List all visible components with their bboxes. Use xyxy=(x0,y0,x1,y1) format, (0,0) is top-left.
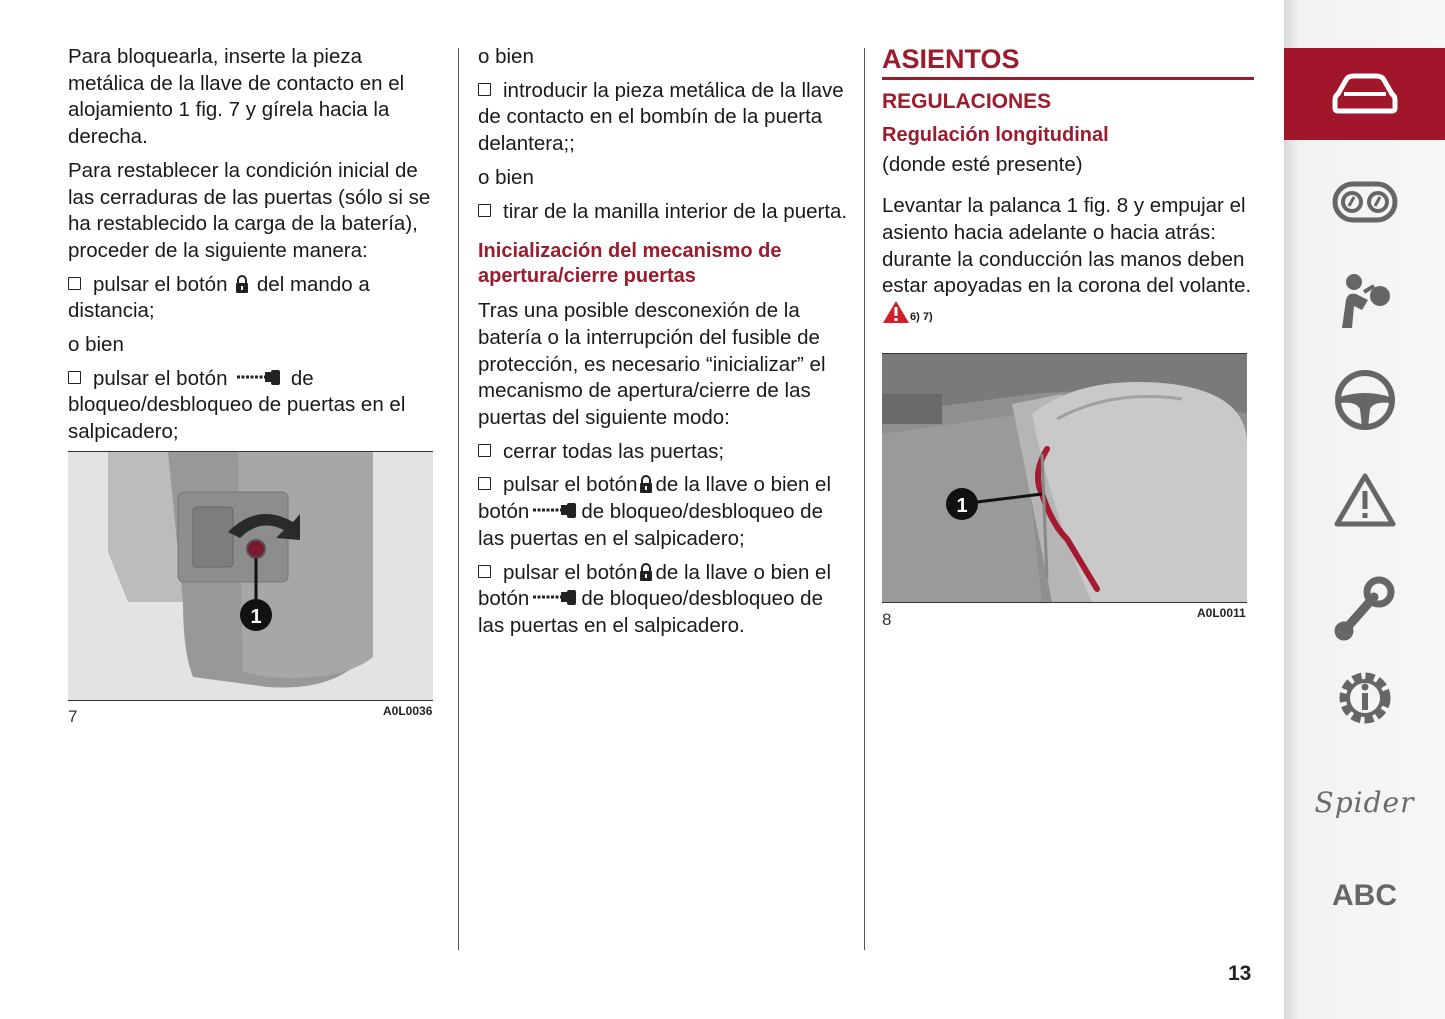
column-2 xyxy=(478,44,854,647)
or-text: o bien xyxy=(478,165,534,189)
checkbox-bullet-icon xyxy=(68,371,81,384)
door-lock-button-icon xyxy=(237,369,281,387)
wrench-icon xyxy=(1334,575,1396,641)
sidebar-item-emergency[interactable] xyxy=(1284,454,1445,546)
spider-logo: Spider xyxy=(1314,785,1415,819)
lock-icon xyxy=(235,275,249,293)
paragraph: Levantar la palanca 1 fig. 8 y empujar el asiento hacia adelante o hacia atrás: durante la conducción las manos deben estar apoyadas en la corona del volante. 6) 7) xyxy=(882,194,1252,323)
abc-index-label: ABC xyxy=(1332,879,1397,912)
section-heading: REGULACIONES xyxy=(882,90,1052,113)
warning-icon xyxy=(882,300,910,324)
dashboard-icon xyxy=(1332,181,1398,223)
chapter-sidebar xyxy=(1284,0,1445,1019)
checkbox-bullet-icon xyxy=(478,444,491,457)
section-subheading: Inicialización del mecanismo de apertura/cierre puertas xyxy=(478,240,782,288)
or-text: o bien xyxy=(478,45,534,68)
figure-callout: 1 xyxy=(956,495,968,517)
column-1 xyxy=(68,44,444,453)
list-item: pulsar el botón de la llave o bien el botón de bloqueo/desbloqueo de las puertas en el salpicadero. xyxy=(478,560,831,637)
sidebar-item-vehicle[interactable] xyxy=(1284,48,1445,140)
list-item: tirar de la manilla interior de la puerta. xyxy=(478,199,854,226)
lock-icon xyxy=(639,563,653,581)
list-item: introducir la pieza metálica de la llave de contacto en el bombín de la puerta delantera;; xyxy=(478,78,844,156)
column-divider xyxy=(458,48,459,950)
figure-8-seat-lever xyxy=(882,353,1247,603)
note-text: (donde esté presente) xyxy=(882,153,1083,177)
warning-references: 6) 7) xyxy=(910,310,933,323)
sidebar-item-safety[interactable] xyxy=(1284,254,1445,346)
list-item: pulsar el botón de la llave o bien el botón de bloqueo/desbloqueo de las puertas en el salpicadero; xyxy=(478,473,831,550)
info-gear-icon xyxy=(1334,667,1396,729)
sidebar-item-technical-data[interactable] xyxy=(1284,652,1445,744)
checkbox-bullet-icon xyxy=(478,565,491,578)
list-item: cerrar todas las puertas; xyxy=(478,439,854,466)
paragraph: Para bloquearla, inserte la pieza metálica de la llave de contacto en el alojamiento 1 fig. 7 y gírela hacia la derecha. xyxy=(68,45,405,149)
list-item: pulsar el botón de bloqueo/desbloqueo de puertas en el salpicadero; xyxy=(68,366,406,444)
figure-code: A0L0011 xyxy=(1197,606,1246,620)
car-icon xyxy=(1332,72,1398,116)
page-number: 13 xyxy=(1228,962,1252,985)
list-item: pulsar el botón del mando a distancia; xyxy=(68,272,370,323)
sidebar-item-spider[interactable] xyxy=(1284,756,1445,848)
door-lock-button-icon xyxy=(533,502,577,520)
section-title: ASIENTOS xyxy=(882,44,1254,80)
airbag-passenger-icon xyxy=(1334,270,1396,330)
column-3 xyxy=(882,44,1254,338)
figure-code: A0L0036 xyxy=(383,704,433,718)
sidebar-item-maintenance[interactable] xyxy=(1284,562,1445,654)
section-subheading: Regulación longitudinal xyxy=(882,123,1109,146)
lock-icon xyxy=(639,475,653,493)
figure-number: 7 xyxy=(68,707,78,726)
checkbox-bullet-icon xyxy=(68,277,81,290)
checkbox-bullet-icon xyxy=(478,83,491,96)
sidebar-item-index[interactable] xyxy=(1284,850,1445,942)
door-lock-button-icon xyxy=(533,589,577,607)
figure-callout: 1 xyxy=(250,606,262,628)
or-text: o bien xyxy=(68,333,124,357)
paragraph: Tras una posible desconexión de la batería o la interrupción del fusible de protección, es necesario “inicializar” el mecanismo de apertura/cierre de las puertas del siguiente modo: xyxy=(478,299,826,430)
paragraph: Para restablecer la condición inicial de las cerraduras de las puertas (sólo si se ha restablecido la carga de la batería), proceder de la siguiente manera: xyxy=(68,158,431,262)
figure-number: 8 xyxy=(882,610,892,629)
figure-7-door-lock xyxy=(68,451,433,701)
checkbox-bullet-icon xyxy=(478,204,491,217)
column-divider xyxy=(864,48,865,950)
sidebar-item-dashboard[interactable] xyxy=(1284,156,1445,248)
checkbox-bullet-icon xyxy=(478,477,491,490)
steering-wheel-icon xyxy=(1334,369,1396,431)
warning-triangle-icon xyxy=(1334,473,1396,527)
sidebar-item-driving[interactable] xyxy=(1284,354,1445,446)
